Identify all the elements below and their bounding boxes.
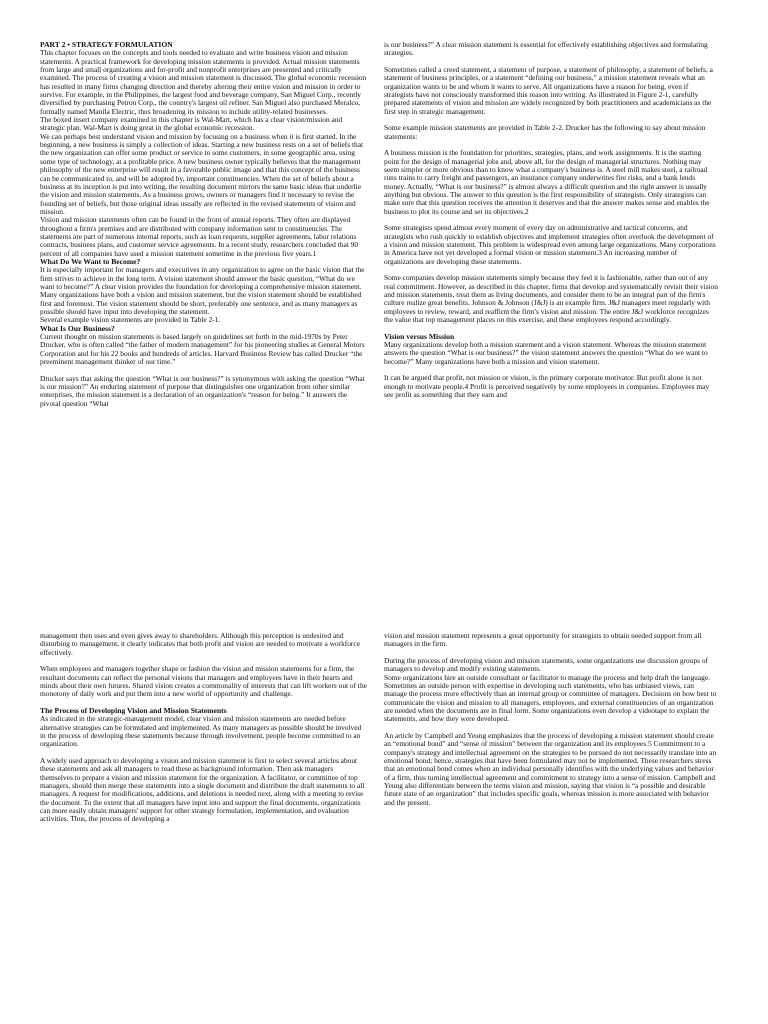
subheading-vision-vs-mission: Vision versus Mission <box>384 331 455 341</box>
paragraph: Some example mission statements are provided in Table 2-2. Drucker has the following to say about mission statements: <box>384 123 706 141</box>
paragraph: We can perhaps best understand vision and mission by focusing on a business when it is first started. In the beginning, a new business is simply a collection of ideas. Starting a new business rests on a set of beliefs that the new organization can offer some product or service to some customers, in some geographic area, using some type of technology, at a profitable price. A new business owner typically believes that the management philosophy of the new enterprise will result in a favorable public image and that this concept of the business can be communicated to, and will be adopted by, important constituencies. When the set of beliefs about a business at its inception is put into writing, the resulting document mirrors the same basic ideas that underlie the vision and mission statements. As a business grows, owners or managers find it necessary to revise the founding set of beliefs, but those original ideas usually are reflected in the revised statements of vision and mission. <box>40 131 364 216</box>
paragraph: vision and mission statement represents a great opportunity for strategists to obtain needed support from all managers in the firm. <box>384 632 702 649</box>
paragraph: Some strategists spend almost every moment of every day on administrative and tactical concerns, and strategists who rush quickly to establish objectives and implement strategies often overlook the development of a vision and mission statement. This problem is widespread even among large organizations. Many corporations in America have not yet developed a formal vision or mission statement.3 An increasing number of organizations are developing these statements. <box>384 223 716 266</box>
quote-paragraph: A business mission is the foundation for priorities, strategies, plans, and work assignments. It is the starting point for the design of managerial jobs and, above all, for the design of managerial structures. Nothing may seem simpler or more obvious than to know what a company's business is. A steel mill makes steel, a railroad runs trains to carry freight and passengers, an insurance company underwrites fire risks, and a bank lends money. Actually, “What is our business?” is almost always a difficult question and the right answer is usually anything but obvious. The answer to this question is the first responsibility of strategists. Only strategists can make sure that this question receives the attention it deserves and that the answer makes sense and enables the business to plot its course and set its objectives.2 <box>384 148 710 216</box>
paragraph: Current thought on mission statements is based largely on guidelines set forth in the mid-1970s by Peter Drucker, who is often called “the father of modern management” for his pioneering studies at General Motors Corporation and for his 22 books and hundreds of articles. Harvard Business Review has called Drucker “the preeminent management thinker of our time.” <box>40 332 365 367</box>
paragraph: Vision and mission statements often can be found in the front of annual reports. They often are displayed throughout a firm's premises and are distributed with company information sent to constituencies. The statements are part of numerous internal reports, such as loan requests, supplier agreements, labor relations contracts, business plans, and customer service agreements. In a recent study, researchers concluded that 90 percent of all companies have used a mission statement sometime in the previous five years.1 <box>40 215 359 258</box>
paragraph: During the process of developing vision and mission statements, some organizations use discussion groups of managers to develop and modify existing statements. <box>384 655 708 674</box>
paragraph: Some organizations hire an outside consultant or facilitator to manage the process and help draft the language. Sometimes an outside person with expertise in developing such statements, who has unbiased views, can manage the process more effectively than an internal group or committee of managers. Decisions on how best to communicate the vision and mission to all managers, employees, and external constituencies of an organization are needed when the documents are in final form. Some organizations even develop a videotape to explain the statements, and how they were developed. <box>384 672 717 724</box>
section-heading: PART 2 • STRATEGY FORMULATION <box>40 41 173 49</box>
paragraph: A widely used approach to developing a vision and mission statement is first to select several articles about these statements and ask all managers to read these as background information. Then ask managers themselves to prepare a vision and mission statement for the organization. A facilitator, or committee of top managers, should then merge these statements into a single document and distribute the draft statements to all managers. A request for modifications, additions, and deletions is needed next, along with a meeting to revise the document. To the extent that all managers have input into and support the final documents, organizations can more easily obtain managers' support for other strategy formulation, implementation, and evaluation activities. Thus, the process of developing a <box>40 756 365 824</box>
paragraph: is our business?” A clear mission statement is essential for effectively establishing objectives and formulating strategies. <box>384 41 708 58</box>
paragraph: An article by Campbell and Yeung emphasizes that the process of developing a mission statement should create an “emotional bond” and “sense of mission” between the organization and its employees.5 Commitment to a company's strategy and intellectual agreement on the strategies to be pursued do not necessarily translate into an emotional bond; hence, strategies that have been formulated may not be implemented. These researchers stress that an emotional bond comes when an individual personally identifies with the underlying values and behavior of a firm, thus turning intellectual agreement and commitment to strategy into a sense of mission. Campbell and Yeung also differentiate between the terms vision and mission, saying that vision is “a possible and desirable future state of an organization” that includes specific goals, whereas mission is more associated with behavior and the present. <box>384 731 717 807</box>
paragraph: This chapter focuses on the concepts and tools needed to evaluate and write business vision and mission statements. A practical framework for developing mission statements is provided. Actual mission statements from large and small organizations and for-profit and nonprofit enterprises are presented and critically examined. The process of creating a vision and mission statement is discussed. The global economic recession has resulted in many firms changing direction and thereby altering their entire vision and mission in order to survive. For example, in the Philippines, the largest food and beverage company, San Miguel Corp., recently diversified by purchasing Petron Corp., the country's largest oil refiner. San Miguel also purchased Meralco, formally named Manila Electric, thus broadening its mission to include utility-related businesses. <box>40 48 367 116</box>
paragraph: Several example vision statements are provided in Table 2-1. <box>40 315 221 325</box>
page-column-4 <box>384 632 718 932</box>
page-column-3 <box>40 632 367 932</box>
paragraph: Sometimes called a creed statement, a statement of purpose, a statement of philosophy, a statement of beliefs, a statement of business principles, or a statement “defining our business,” a mission statement reveals what an organization wants to be and whom it wants to serve. All organizations have a reason for being, even if strategists have not consciously transformed this reason into writing. As illustrated in Figure 2-1, carefully prepared statements of vision and mission are widely recognized by both practitioners and academicians as the first step in strategic management. <box>384 64 713 116</box>
subheading-process: The Process of Developing Vision and Mission Statements <box>40 706 227 715</box>
paragraph: As indicated in the strategic-management model, clear vision and mission statements are needed before alternative strategies can be formulated and implemented. As many managers as possible should be involved in the process of developing these statements because through involvement, people become committed to an organization. <box>40 714 362 749</box>
paragraph: It can be argued that profit, not mission or vision, is the primary corporate motivator. But profit alone is not enough to motivate people.4 Profit is perceived negatively by some employees in companies. Employees may see profit as something that they earn and <box>384 373 710 400</box>
subheading-vision: What Do We Want to Become? <box>40 256 141 266</box>
page-column-1 <box>40 41 367 547</box>
paragraph: management then uses and even gives away to shareholders. Although this perception is undesired and disturbing to management, it clearly indicates that both profit and vision are needed to motivate a workforce effectively. <box>40 632 360 657</box>
paragraph: Many organizations develop both a mission statement and a vision statement. Whereas the mission statement answers the question “What is our business?” the vision statement answers the question “What do we want to become?” Many organizations have both a mission and vision statement. <box>384 340 708 366</box>
page-column-2 <box>384 41 718 547</box>
paragraph: When employees and managers together shape or fashion the vision and mission statements for a firm, the resultant documents can reflect the personal visions that managers and employees have in their hearts and minds about their own futures. Shared vision creates a commonality of interests that can lift workers out of the monotony of daily work and put them into a new world of opportunity and challenge. <box>40 664 367 699</box>
paragraph: Drucker says that asking the question “What is our business?” is synonymous with asking the question “What is our mission?” An enduring statement of purpose that distinguishes one organization from other similar enterprises, the mission statement is a declaration of an organization's “reason for being.” It answers the pivotal question “What <box>40 373 365 408</box>
paragraph: Some companies develop mission statements simply because they feel it is fashionable, rather than out of any real commitment. However, as described in this chapter, firms that develop and systematically revisit their vision and mission statements, treat them as living documents, and consider them to be an integral part of the firm's culture realize great benefits. Johnson & Johnson (J&J) is an example firm. J&J managers meet regularly with employees to review, reward, and reaffirm the firm's vision and mission. The entire J&J workforce recognizes the value that top management places on this exercise, and these employees respond accordingly. <box>384 273 718 325</box>
paragraph: The boxed insert company examined in this chapter is Wal-Mart, which has a clear vision/mission and strategic plan. Wal-Mart is doing great in the global economic recession. <box>40 115 343 133</box>
paragraph: It is especially important for managers and executives in any organization to agree on the basic vision that the firm strives to achieve in the long term. A vision statement should answer the basic question, “What do we want to become?” A clear vision provides the foundation for developing a comprehensive mission statement. Many organizations have both a vision and mission statement, but the vision statement should be established first and foremost. The vision statement should be short, preferably one sentence, and as many managers as possible should have input into developing the statement. <box>40 265 365 316</box>
subheading-business: What Is Our Business? <box>40 323 115 333</box>
